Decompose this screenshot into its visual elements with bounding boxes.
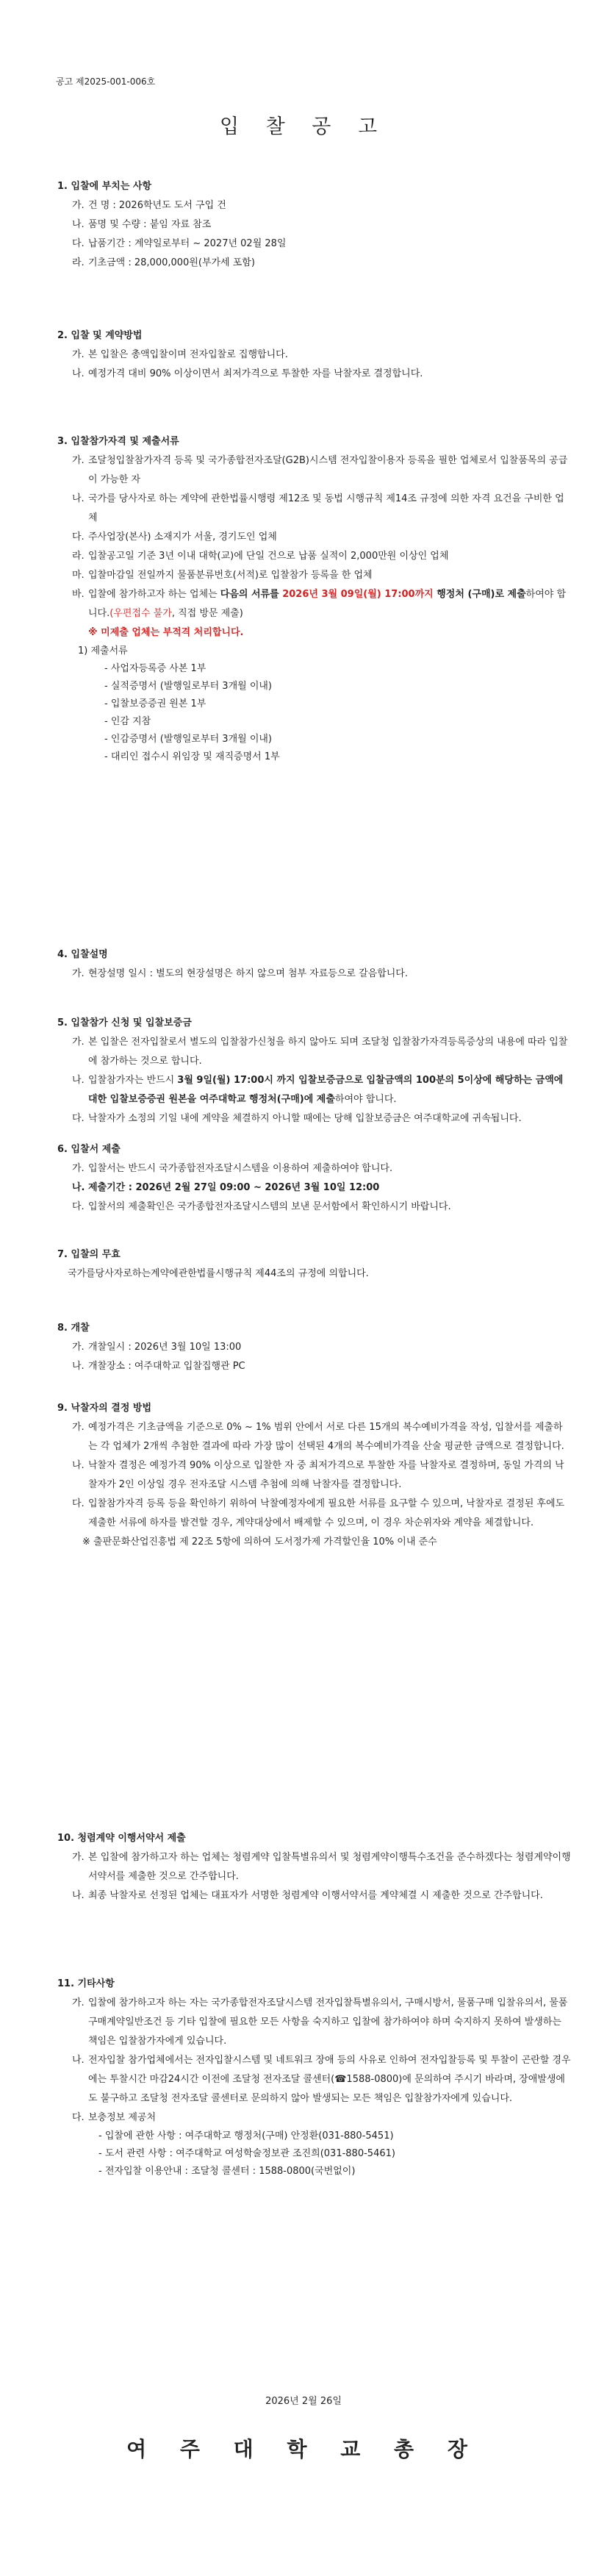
list-item: 나. 낙찰자 결정은 예정가격 90% 이상으로 입찰한 자 중 최저가격으로 투찰한 자를 낙찰자로 결정하며, 동일 가격의 낙찰자가 2인 이상일 경우 전자조달 시스템 추첨에 의해 낙찰자를 결정합니다. <box>72 1460 564 1490</box>
section-heading: 10. 청렴계약 이행서약서 제출 <box>57 1833 186 1844</box>
section-bid-method <box>57 329 572 384</box>
section-heading: 3. 입찰참가자격 및 제출서류 <box>57 436 179 447</box>
list-item: 가. 본 입찰에 참가하고자 하는 업체는 청렴계약 입찰특별유의서 및 청렴계약이행특수조건을 준수하겠다는 청렴계약이행서약서를 제출한 것으로 간주합니다. <box>72 1852 571 1882</box>
list-item: 가. 본 입찰은 총액입찰이며 전자입찰로 집행합니다. <box>72 349 288 360</box>
list-item: 나. 최종 낙찰자로 선정된 업체는 대표자가 서명한 청렴계약 이행서약서를 계약체결 시 제출한 것으로 간주합니다. <box>72 1890 543 1901</box>
contact-item: - 전자입찰 이용안내 : 조달청 콜센터 : 1588-0800(국번없이) <box>98 2166 356 2177</box>
section-integrity-pledge <box>57 1832 572 1906</box>
doc-item: - 대리인 접수시 위임장 및 재직증명서 1부 <box>104 751 280 762</box>
warning-note: ※ 미제출 업체는 부적격 처리합니다. <box>88 627 244 638</box>
list-item: 나. 예정가격 대비 90% 이상이면서 최저가격으로 투찰한 자를 낙찰자로 결정합니다. <box>72 368 423 379</box>
list-item: 나. 전자입찰 참가업체에서는 전자입찰시스템 및 네트워크 장애 등의 사유로 인하여 전자입찰등록 및 투찰이 곤란할 경우에는 투찰시간 마감24시간 이전에 조달청 전자조달 콜센터(☎1588-0800)에 문의하여 주시기 바라며, 장애발생에도 불구하고 조달청 전자조달 콜센터로 문의하지 않아 발생되는 모든 책임은 입찰참가자에게 있습니다. <box>72 2055 571 2104</box>
list-item: 다. 주사업장(본사) 소재지가 서울, 경기도인 업체 <box>72 532 277 543</box>
doc-item: - 실적증명서 (발행일로부터 3개월 이내) <box>104 681 273 692</box>
list-item: 마. 입찰마감일 전일까지 물품분류번호(서적)로 입찰참가 등록을 한 업체 <box>72 570 373 581</box>
list-item: 나. 국가를 당사자로 하는 계약에 관한법률시행령 제12조 및 동법 시행규칙 제14조 규정에 의한 자격 요건을 구비한 업체 <box>72 493 564 523</box>
section-bid-items <box>57 180 572 273</box>
section-heading: 9. 낙찰자의 결정 방법 <box>57 1403 152 1414</box>
section-heading: 2. 입찰 및 계약방법 <box>57 330 143 341</box>
doc-item: - 인감 지참 <box>104 716 151 727</box>
list-item: 라. 기초금액 : 28,000,000원(부가세 포함) <box>72 257 255 268</box>
section-opening <box>57 1322 572 1376</box>
list-item: 가. 조달청입찰참가자격 등록 및 국가종합전자조달(G2B)시스템 전자입찰이용자 등록을 필한 업체로서 입찰품목의 공급이 가능한 자 <box>72 455 568 485</box>
list-item: 가. 개찰일시 : 2026년 3월 10일 13:00 <box>72 1342 242 1353</box>
signer-name: 여 주 대 학 교 총 장 <box>126 2437 481 2461</box>
list-item: 가. 본 입찰은 전자입찰로서 별도의 입찰참가신청을 하지 않아도 되며 조달청 입찰참가자격등록증상의 내용에 따라 입찰에 참가하는 것으로 합니다. <box>72 1037 568 1067</box>
section-invalid-bids <box>57 1248 572 1284</box>
list-item: 다. 입찰참가자격 등록 등을 확인하기 위하여 낙찰예정자에게 필요한 서류를 요구할 수 있으며, 낙찰자로 결정된 후에도 제출한 서류에 하자를 발견할 경우, 계약대상에서 배제할 수 있으며, 이 경우 차순위자와 계약을 체결합니다. <box>72 1498 565 1528</box>
list-item: 다. 입찰서의 제출확인은 국가종합전자조달시스템의 보낸 문서함에서 확인하시기 바랍니다. <box>72 1201 451 1212</box>
section-heading: 4. 입찰설명 <box>57 949 108 960</box>
section-misc <box>57 1978 572 2180</box>
list-item: 나. 품명 및 수량 : 붙임 자료 참조 <box>72 219 212 230</box>
list-item: 가. 건 명 : 2026학년도 도서 구입 건 <box>72 200 226 211</box>
doc-item: - 사업자등록증 사본 1부 <box>104 663 206 674</box>
list-item: 가. 입찰에 참가하고자 하는 자는 국가종합전자조달시스템 전자입찰특별유의서, 구매시방서, 물품구매 입찰유의서, 물품구매계약일반조건 등 기타 입찰에 필요한 모든 사항을 숙지하고 입찰에 참가하여야 하며 숙지하지 못하여 발생하는 책임은 입찰참가자에게 있습니다. <box>72 1997 568 2047</box>
list-item: 다. 납품기간 : 계약일로부터 ~ 2027년 02월 28일 <box>72 238 287 249</box>
note-text: ※ 출판문화산업진흥법 제 22조 5항에 의하여 도서정가제 가격할인율 10% 이내 준수 <box>82 1536 437 1548</box>
list-item: 가. 현장설명 일시 : 별도의 현장설명은 하지 않으며 첨부 자료등으로 갈음합니다. <box>72 968 409 979</box>
list-item: 라. 입찰공고일 기준 3년 이내 대학(교)에 단일 건으로 납품 실적이 2,000만원 이상인 업체 <box>72 551 449 562</box>
section-text: 국가를당사자로하는계약에관한법률시행규칙 제44조의 규정에 의합니다. <box>68 1268 369 1279</box>
list-item: 다. 보충정보 제공처 <box>72 2112 157 2123</box>
notice-number: 공고 제2025-001-006호 <box>56 76 156 87</box>
section-award-method <box>57 1402 572 1552</box>
notice-date: 2026년 2월 26일 <box>265 2396 342 2407</box>
list-item: 나. 개찰장소 : 여주대학교 입찰집행관 PC <box>72 1361 245 1372</box>
document-title: 입 찰 공 고 <box>219 115 388 138</box>
section-heading: 1. 입찰에 부치는 사항 <box>57 181 152 192</box>
list-item-bond: 나. 입찰참가자는 반드시 3월 9일(월) 17:00시 까지 입찰보증금으로 입찰금액의 100분의 5이상에 해당하는 금액에 대한 입찰보증증권 원본을 여주대학교 행정처(구매)에 제출하여야 합니다. <box>72 1075 564 1105</box>
contact-item: - 입찰에 관한 사항 : 여주대학교 행정처(구매) 안정환(031-880-5451) <box>98 2130 394 2142</box>
doc-item: - 입찰보증증권 원본 1부 <box>104 698 206 709</box>
list-item: 가. 예정가격은 기초금액을 기준으로 0% ~ 1% 범위 안에서 서로 다른 15개의 복수예비가격을 작성, 입찰서를 제출하는 각 업체가 2개씩 추첨한 결과에 따라 가장 많이 선택된 4개의 복수예비가격을 산술 평균한 금액으로 결정합니다. <box>72 1422 564 1452</box>
list-item: 가. 입찰서는 반드시 국가종합전자조달시스템을 이용하여 제출하여야 합니다. <box>72 1163 393 1174</box>
section-heading: 5. 입찰참가 신청 및 입찰보증금 <box>57 1017 192 1028</box>
section-briefing <box>57 948 572 984</box>
section-heading: 6. 입찰서 제출 <box>57 1144 121 1155</box>
list-item: 다. 낙찰자가 소정의 기일 내에 계약을 체결하지 아니할 때에는 당해 입찰보증금은 여주대학교에 귀속됩니다. <box>72 1113 522 1124</box>
doc-item: - 인감증명서 (발행일로부터 3개월 이내) <box>104 734 273 745</box>
section-heading: 8. 개찰 <box>57 1323 90 1334</box>
section-heading: 7. 입찰의 무효 <box>57 1249 121 1260</box>
section-heading: 11. 기타사항 <box>57 1978 115 1989</box>
section-qualification <box>57 435 572 766</box>
list-item-period: 나. 제출기간 : 2026년 2월 27일 09:00 ~ 2026년 3월 10일 12:00 <box>72 1182 380 1193</box>
section-bid-bond <box>57 1017 572 1128</box>
contact-item: - 도서 관련 사항 : 여주대학교 여성학술정보관 조진희(031-880-5461) <box>98 2148 395 2159</box>
list-item-submission: 바. 입찰에 참가하고자 하는 업체는 다음의 서류를 2026년 3월 09일(월) 17:00까지 행정처 (구매)로 제출하여야 합니다.(우편접수 불가, 직접 방문 제출) <box>72 589 567 619</box>
section-bid-submission <box>57 1143 572 1217</box>
docs-heading: 1) 제출서류 <box>78 645 128 656</box>
